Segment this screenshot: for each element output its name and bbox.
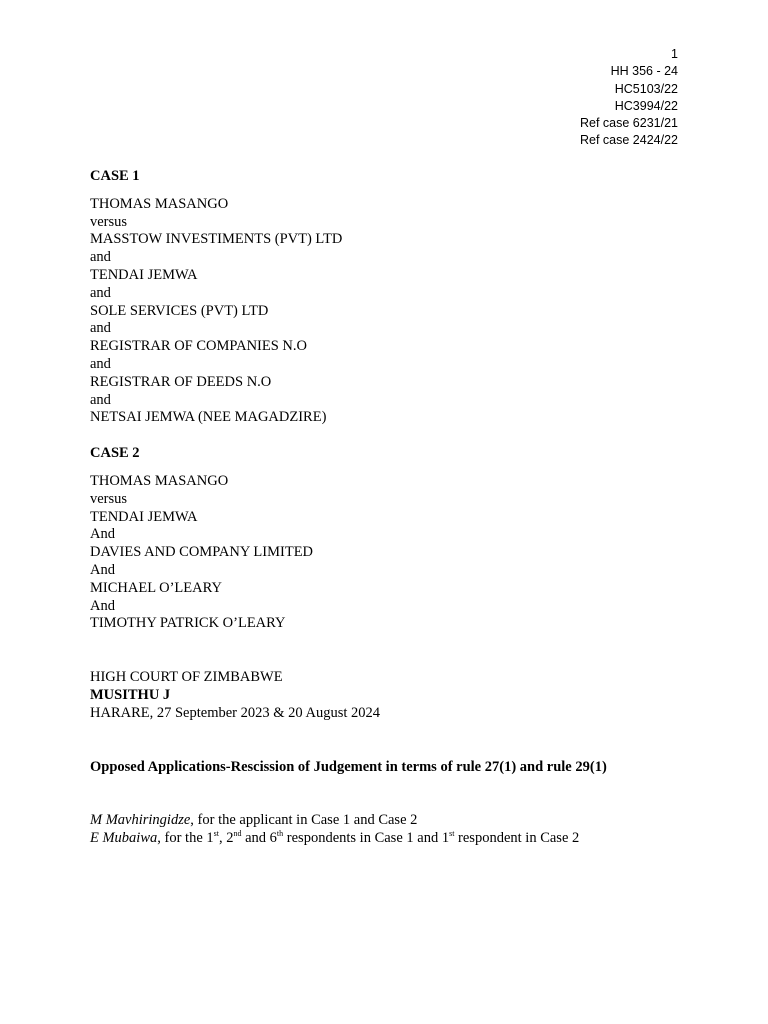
case-2-parties [90, 473, 690, 633]
party-line: and [90, 249, 111, 266]
party-line: DAVIES AND COMPANY LIMITED [90, 544, 314, 561]
counsel-role-text: respondent in Case 2 [454, 830, 580, 847]
reference-case-1: Ref case 6231/21 [580, 116, 678, 131]
party-line: THOMAS MASANGO [90, 195, 229, 212]
counsel-role-text: and 6 [241, 830, 277, 847]
case-2-title: CASE 2 [90, 445, 140, 462]
counsel-role-text: , for the 1 [157, 830, 214, 847]
counsel-role-text: , 2 [218, 830, 234, 847]
page-header [580, 46, 678, 150]
counsel-role: , for the applicant in Case 1 and Case 2 [190, 812, 418, 829]
ordinal-suffix: st [213, 829, 219, 839]
party-line: NETSAI JEMWA (NEE MAGADZIRE) [90, 409, 327, 426]
party-line: versus [90, 213, 128, 230]
ordinal-suffix: st [449, 829, 455, 839]
party-line: TENDAI JEMWA [90, 508, 198, 525]
ordinal-suffix: th [276, 829, 284, 839]
party-line: versus [90, 490, 128, 507]
party-line: REGISTRAR OF DEEDS N.O [90, 373, 272, 390]
case-number-1: HC5103/22 [614, 81, 678, 96]
party-line: And [90, 526, 115, 543]
court-name: HIGH COURT OF ZIMBABWE [90, 669, 283, 686]
counsel-name: E Mubaiwa [90, 830, 158, 847]
counsel-block [90, 812, 690, 848]
party-line: THOMAS MASANGO [90, 472, 229, 489]
counsel-line-respondents [90, 830, 690, 848]
party-line: MICHAEL O’LEARY [90, 579, 222, 596]
counsel-line-applicant [90, 812, 690, 830]
party-line: and [90, 320, 111, 337]
page-number: 1 [671, 47, 678, 61]
counsel-name: M Mavhiringidze [90, 812, 191, 829]
case-number-2: HC3994/22 [614, 98, 678, 113]
party-line: and [90, 391, 111, 408]
party-line: TENDAI JEMWA [90, 266, 198, 283]
party-line: and [90, 284, 111, 301]
document-body [90, 168, 690, 848]
party-line: MASSTOW INVESTIMENTS (PVT) LTD [90, 231, 343, 248]
judge-name: MUSITHU J [90, 686, 171, 703]
party-line: REGISTRAR OF COMPANIES N.O [90, 338, 308, 355]
party-line: SOLE SERVICES (PVT) LTD [90, 302, 269, 319]
party-line: And [90, 561, 115, 578]
judgment-reference: HH 356 - 24 [610, 64, 678, 79]
case-1-title: CASE 1 [90, 168, 140, 184]
party-line: and [90, 355, 111, 372]
counsel-role-text: respondents in Case 1 and 1 [283, 830, 450, 847]
party-line: And [90, 597, 115, 614]
case-1-parties [90, 196, 690, 427]
ordinal-suffix: nd [233, 829, 242, 839]
party-line: TIMOTHY PATRICK O’LEARY [90, 615, 286, 632]
hearing-place-date: HARARE, 27 September 2023 & 20 August 2024 [90, 704, 380, 721]
court-block [90, 669, 690, 722]
reference-case-2: Ref case 2424/22 [580, 133, 678, 148]
matter-subject: Opposed Applications-Rescission of Judgement in terms of rule 27(1) and rule 29(1) [90, 758, 607, 775]
